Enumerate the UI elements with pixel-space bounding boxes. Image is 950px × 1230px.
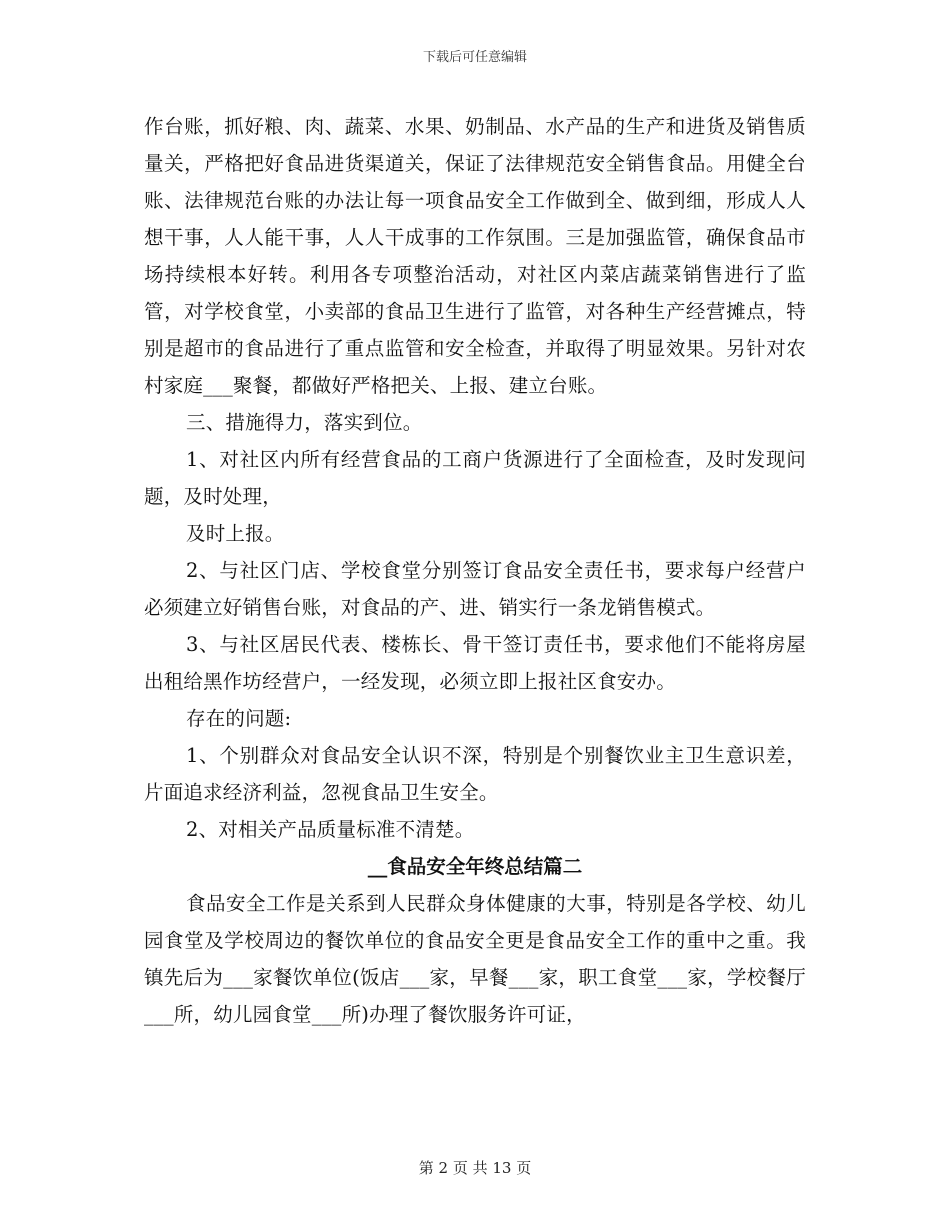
paragraph-measure-2: 2、与社区门店、学校食堂分别签订食品安全责任书，要求每户经营户必须建立好销售台账，对食品的产、进、销实行一条龙销售模式。 [144, 559, 806, 619]
paragraph-measure-3: 3、与社区居民代表、楼栋长、骨干签订责任书，要求他们不能将房屋出租给黑作坊经营户，一经发现，必须立即上报社区食安办。 [144, 633, 806, 693]
paragraph-problem-2: 2、对相关产品质量标准不清楚。 [186, 818, 475, 841]
paragraph-measure-1-cont: 及时上报。 [186, 522, 285, 545]
paragraph-section-intro: 食品安全工作是关系到人民群众身体健康的大事，特别是各学校、幼儿园食堂及学校周边的餐饮单位的食品安全更是食品安全工作的重中之重。我镇先后为___家餐饮单位(饭店___家，早餐___家，职工食堂___家，学校餐厅___所，幼儿园食堂___所)办理了餐饮服务许可证， [144, 892, 806, 1026]
paragraph-measure-1: 1、对社区内所有经营食品的工商户货源进行了全面检查，及时发现问题，及时处理， [144, 448, 806, 508]
page-footer: 第 2 页 共 13 页 [418, 1159, 532, 1177]
paragraph-measures-heading: 三、措施得力，落实到位。 [186, 411, 423, 434]
document-body [144, 108, 806, 1033]
paragraph-problem-1: 1、个别群众对食品安全认识不深，特别是个别餐饮业主卫生意识差，片面追求经济利益，忽视食品卫生安全。 [144, 744, 806, 804]
paragraph-continuation: 作台账，抓好粮、肉、蔬菜、水果、奶制品、水产品的生产和进货及销售质量关，严格把好食品进货渠道关，保证了法律规范安全销售食品。用健全台账、法律规范台账的办法让每一项食品安全工作做到全、做到细，形成人人想干事，人人能干事，人人干成事的工作氛围。三是加强监管，确保食品市场持续根本好转。利用各专项整治活动，对社区内菜店蔬菜销售进行了监管，对学校食堂，小卖部的食品卫生进行了监管，对各种生产经营摊点，特别是超市的食品进行了重点监管和安全检查，并取得了明显效果。另针对农村家庭___聚餐，都做好严格把关、上报、建立台账。 [144, 115, 806, 397]
page-header: 下载后可任意编辑 [422, 50, 527, 65]
section-title: __食品安全年终总结篇二 [367, 855, 583, 878]
paragraph-problems-heading: 存在的问题: [186, 707, 292, 730]
